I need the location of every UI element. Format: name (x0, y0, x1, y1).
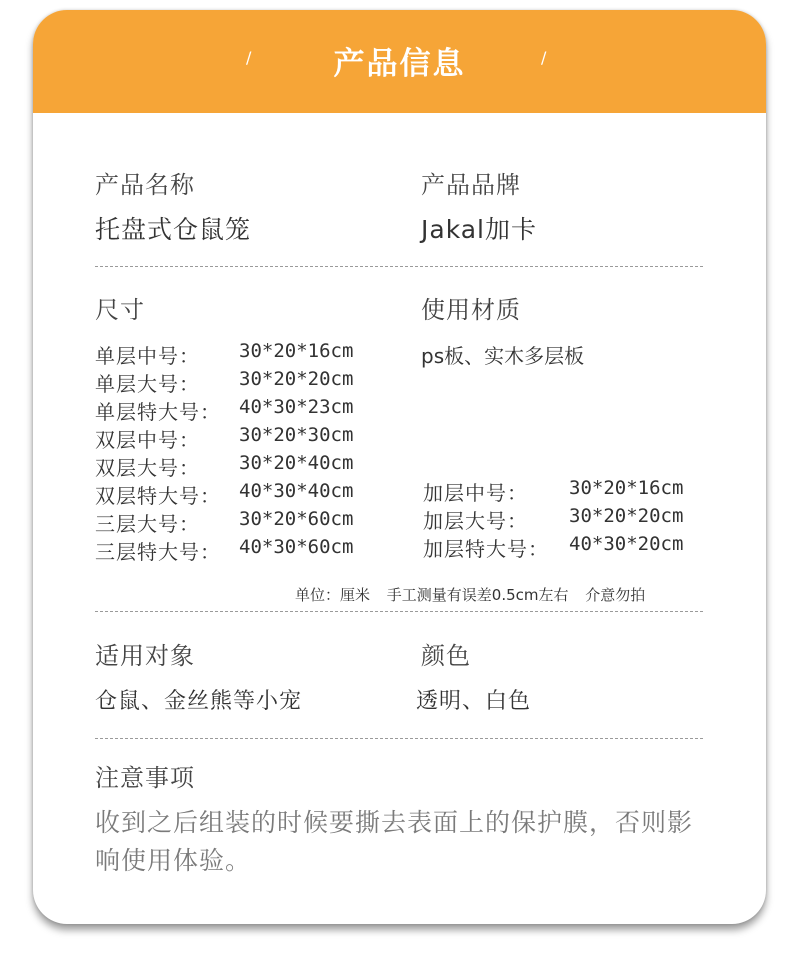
color-value: 透明、白色 (416, 689, 532, 714)
size-name: 双层大号： (95, 456, 200, 480)
size-label: 尺寸 (95, 296, 145, 324)
brand-value: Jakal加卡 (421, 215, 537, 244)
size-name: 加层中号： (423, 481, 528, 505)
material-label: 使用材质 (421, 296, 521, 324)
size-name: 加层大号： (423, 509, 528, 533)
size-dimension: 40*30*60cm (239, 536, 354, 558)
target-label: 适用对象 (95, 642, 195, 670)
size-dimension: 40*30*20cm (569, 533, 684, 555)
size-dimension: 30*20*60cm (239, 508, 354, 530)
product-name-value: 托盘式仓鼠笼 (95, 215, 252, 244)
divider (95, 611, 703, 612)
divider (95, 266, 703, 267)
size-dimension: 30*20*16cm (239, 340, 354, 362)
size-name: 三层大号： (95, 512, 200, 536)
error-note: 手工测量有误差0.5cm左右 (386, 586, 569, 604)
unit-note: 单位：厘米 (295, 586, 371, 604)
size-dimension: 40*30*23cm (239, 396, 354, 418)
measurement-note (295, 584, 645, 605)
size-dimension: 30*20*30cm (239, 424, 354, 446)
care-note: 介意勿拍 (585, 586, 646, 604)
header-deco-left: / (246, 48, 252, 67)
header-banner (33, 10, 766, 113)
size-dimension: 30*20*40cm (239, 452, 354, 474)
size-name: 单层中号： (95, 344, 200, 368)
size-name: 加层特大号： (423, 537, 549, 561)
size-dimension: 30*20*20cm (569, 505, 684, 527)
size-dimension: 30*20*16cm (569, 477, 684, 499)
size-name: 双层中号： (95, 428, 200, 452)
color-label: 颜色 (421, 642, 471, 670)
brand-label: 产品品牌 (421, 171, 521, 199)
product-name-label: 产品名称 (95, 171, 195, 199)
divider (95, 738, 703, 739)
size-name: 单层特大号： (95, 400, 221, 424)
product-info-card (33, 10, 766, 924)
notice-label: 注意事项 (95, 764, 195, 792)
size-dimension: 40*30*40cm (239, 480, 354, 502)
material-value: ps板、实木多层板 (421, 344, 585, 368)
notice-text: 收到之后组装的时候要撕去表面上的保护膜，否则影响使用体验。 (95, 808, 694, 875)
size-name: 双层特大号： (95, 484, 221, 508)
size-dimension: 30*20*20cm (239, 368, 354, 390)
size-name: 单层大号： (95, 372, 200, 396)
header-deco-right: / (541, 48, 547, 67)
size-name: 三层特大号： (95, 540, 221, 564)
page-title: 产品信息 (333, 46, 466, 82)
target-value: 仓鼠、金丝熊等小宠 (95, 689, 303, 714)
